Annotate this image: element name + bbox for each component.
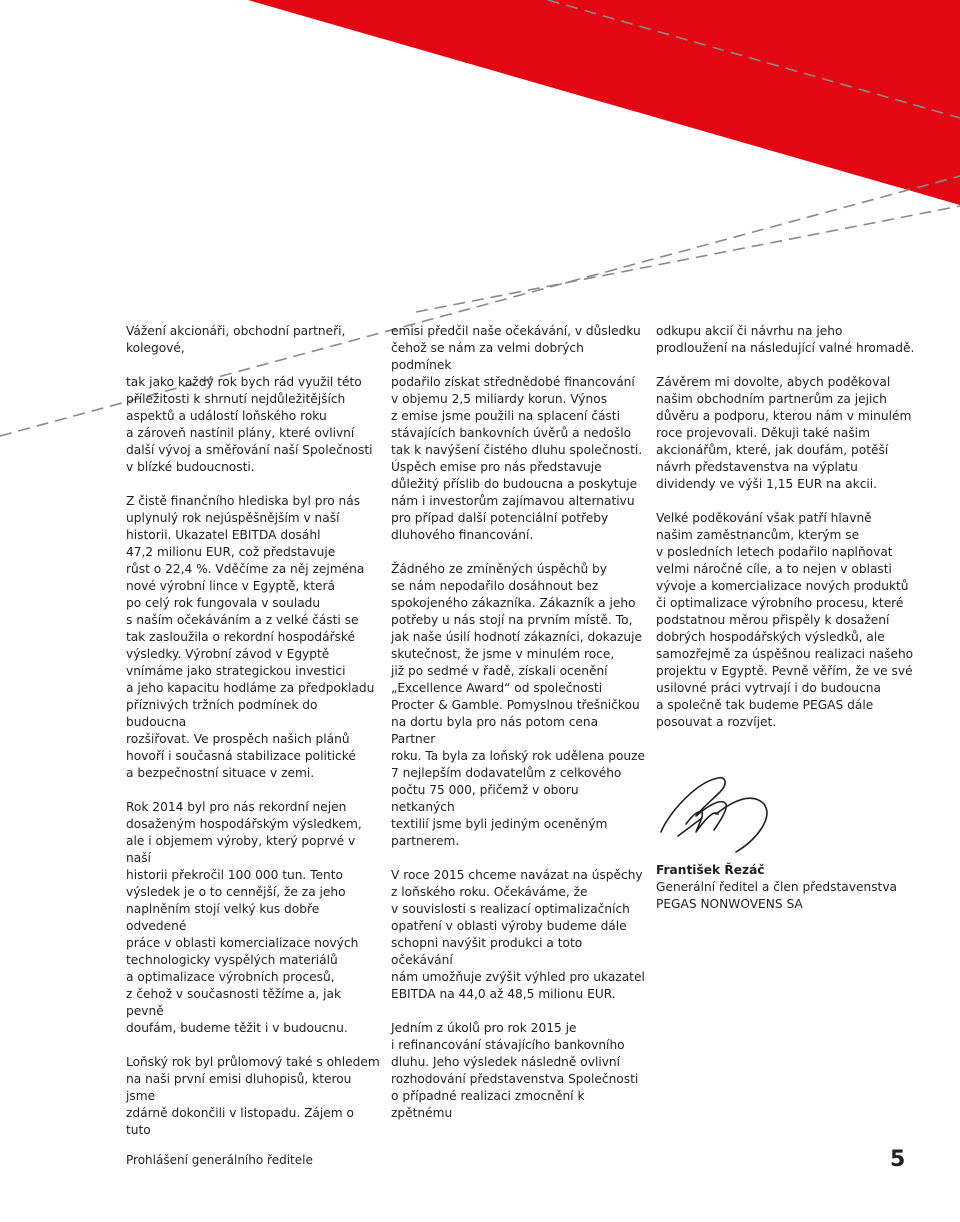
- paragraph: emisi předčil naše očekávání, v důsledku čehož se nám za velmi dobrých podmínek podařilo získat střednědobé financování v objemu 2,5 miliardy korun. Výnos z emise jsme použili na splacení části stávajících bankovních úvěrů a nedošlo tak k navýšení čistého dluhu společnosti. Úspěch emise pro nás představuje důležitý příslib do budoucna a poskytuje nám i investorům zajímavou alternativu pro případ další potenciální potřeby dluhového financování.: [391, 324, 643, 542]
- text-column-1: [126, 323, 381, 1156]
- paragraph: Žádného ze zmíněných úspěchů by se nám nepodařilo dosáhnout bez spokojeného zákazníka. Zákazník a jeho potřeby u nás stojí na prvním místě. To, jak naše úsilí hodnotí zákazníci, dokazuje skutečnost, že jsme v minulém roce, již po sedmé v řadě, získali ocenění „Excellence Award“ od společnosti Procter & Gamble. Pomyslnou třešničkou na dortu byla pro nás potom cena Partner roku. Ta byla za loňský rok udělena pouze 7 nejlepším dodavatelům z celkového počtu 75 000, přičemž v oboru netkaných textilií jsme byli jediným oceněným partnerem.: [391, 562, 646, 848]
- page-number: 5: [890, 1147, 906, 1172]
- paragraph: odkupu akcií či návrhu na jeho prodloužení na následující valné hromadě.: [656, 324, 915, 355]
- paragraph: Loňský rok byl průlomový také s ohledem na naši první emisi dluhopisů, kterou jsme zdárně dokončili v listopadu. Zájem o tuto: [126, 1055, 380, 1137]
- paragraph: Velké poděkování však patří hlavně našim zaměstnancům, kterým se v posledních letech podařilo naplňovat velmi náročné cíle, a to nejen v oblasti vývoje a komercializace nových produktů či optimalizace výrobního procesu, které podstatnou měrou přispěly k dosažení dobrých hospodářských výsledků, ale samozřejmě za úspěšnou realizaci našeho projektu v Egyptě. Pevně věřím, že ve své usilovné práci vytrvají i do budoucna a společně tak budeme PEGAS dále posouvat a rozvíjet.: [656, 511, 914, 729]
- red-accent-shape: [248, 0, 960, 205]
- paragraph: tak jako každý rok bych rád využil této příležitosti k shrnutí nejdůležitějších aspektů a událostí loňského roku a zároveň nastínil plány, které ovlivní další vývoj a směřování naší Společnosti v blízké budoucnosti.: [126, 375, 373, 474]
- signature-image: [656, 774, 786, 854]
- signatory-name: František Řezáč: [656, 863, 765, 877]
- text-column-2: [391, 323, 646, 1139]
- paragraph: Závěrem mi dovolte, abych poděkoval našim obchodním partnerům za jejich důvěru a podporu, kterou nám v minulém roce projevovali. Děkuji také našim akcionářům, které, jak doufám, potěší návrh představenstva na výplatu dividendy ve výši 1,15 EUR na akcii.: [656, 375, 912, 491]
- paragraph: Jedním z úkolů pro rok 2015 je i refinancování stávajícího bankovního dluhu. Jeho výsledek následně ovlivní rozhodování představenstva Společnosti o případné realizaci zmocnění k zpětnému: [391, 1021, 639, 1120]
- paragraph: Vážení akcionáři, obchodní partneři, kolegové,: [126, 324, 346, 355]
- dashed-line-mid: [416, 206, 960, 312]
- paragraph: Z čistě finančního hlediska byl pro nás uplynulý rok nejúspěšnějším v naší historii. Ukazatel EBITDA dosáhl 47,2 milionu EUR, což představuje růst o 22,4 %. Vděčíme za něj zejména nové výrobní lince v Egyptě, která po celý rok fungovala v souladu s naším očekáváním a z velké části se tak zasloužila o rekordní hospodářské výsledky. Výrobní závod v Egyptě vnímáme jako strategickou investici a jeho kapacitu hodláme za předpokladu příznivých tržních podmínek do budoucna rozšiřovat. Ve prospěch našich plánů hovoří i současná stabilizace politické a bezpečnostní situace v zemi.: [126, 494, 375, 780]
- paragraph: Rok 2014 byl pro nás rekordní nejen dosaženým hospodářským výsledkem, ale i objemem výroby, který poprvé v naší historii překročil 100 000 tun. Tento výsledek je o to cennější, že za jeho naplněním stojí velký kus dobře odvedené práce v oblasti komercializace nových technologicky vyspělých materiálů a optimalizace výrobních procesů, z čehož v současnosti těžíme a, jak pevně doufám, budeme těžit i v budoucnu.: [126, 800, 362, 1035]
- signatory-title: Generální ředitel a člen představenstva: [656, 880, 897, 894]
- paragraph: V roce 2015 chceme navázat na úspěchy z loňského roku. Očekáváme, že v souvislosti s realizací optimalizačních opatření v oblasti výroby budeme dále schopni navýšit produkci a toto očekávání nám umožňuje zvýšit výhled pro ukazatel EBITDA na 44,0 až 48,5 milionu EUR.: [391, 868, 645, 1001]
- footer-section-title: Prohlášení generálního ředitele: [126, 1153, 313, 1167]
- text-column-3: [656, 323, 916, 913]
- signatory-company: PEGAS NONWOVENS SA: [656, 897, 803, 911]
